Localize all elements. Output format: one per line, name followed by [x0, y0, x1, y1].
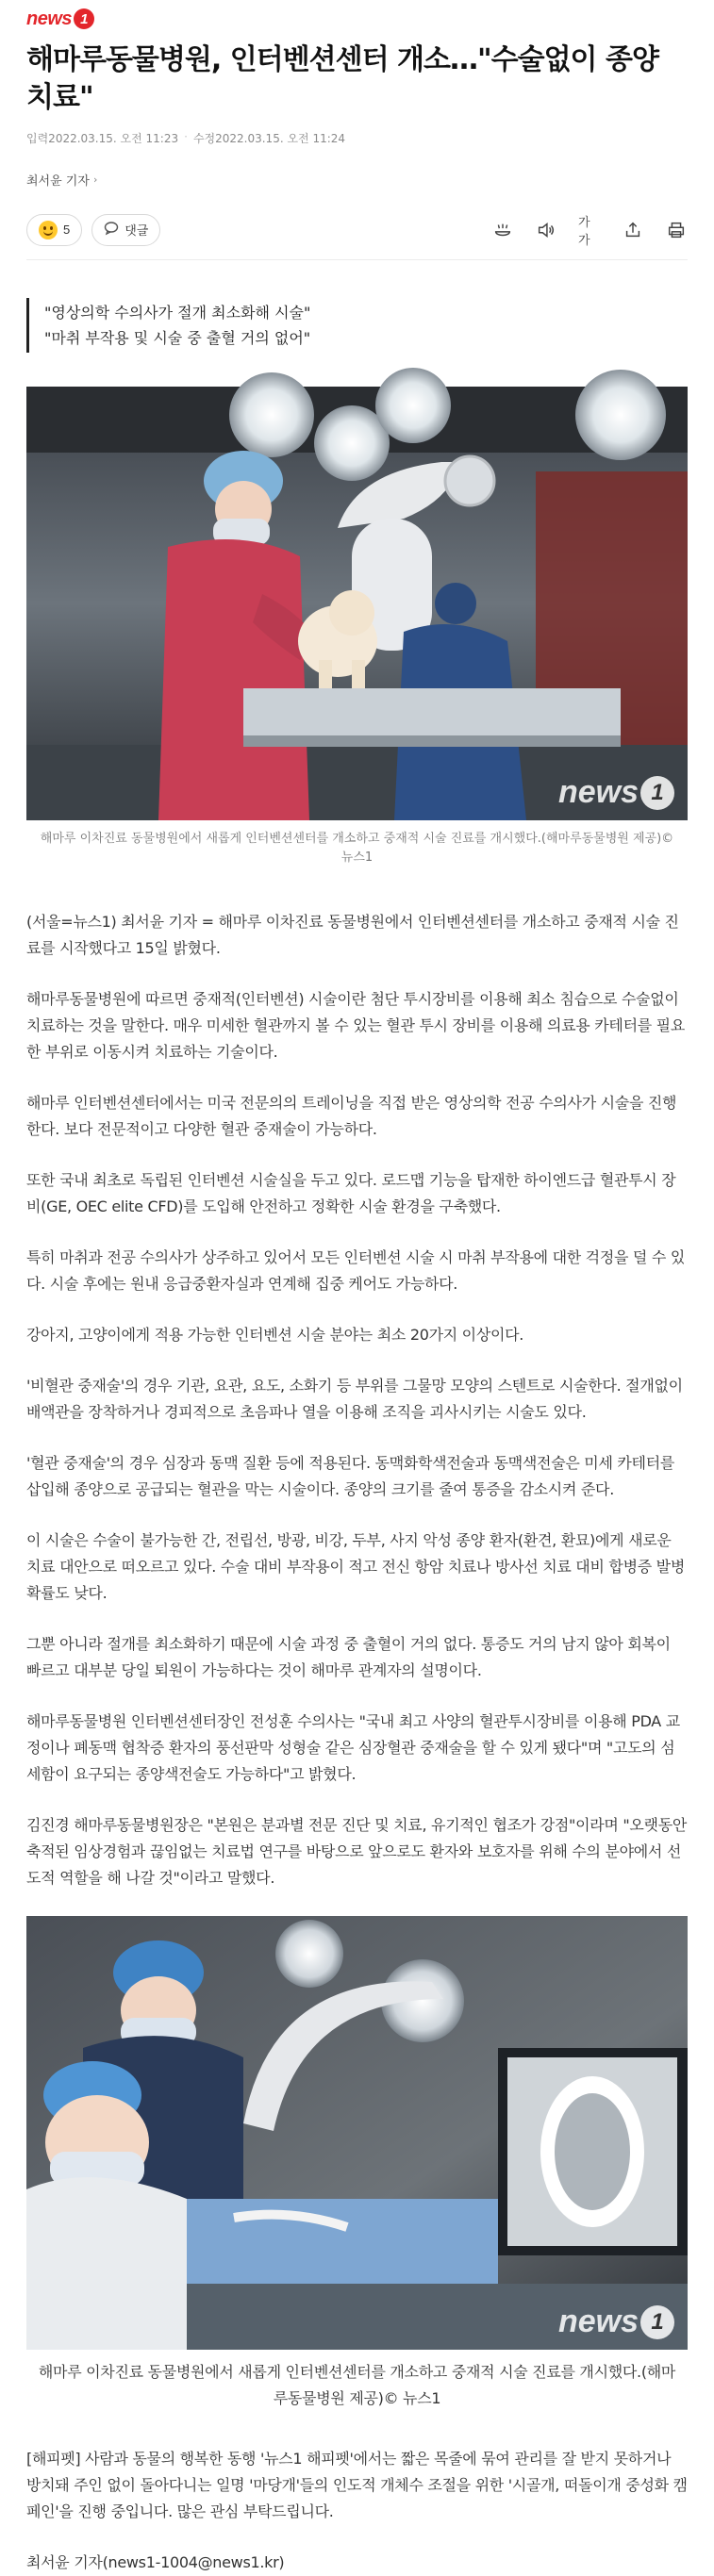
watermark-mark: 1 — [640, 2305, 674, 2339]
article-summary — [26, 298, 688, 353]
reaction-button[interactable] — [26, 214, 82, 246]
reaction-group — [26, 214, 160, 246]
article-paragraph: 김진경 해마루동물병원장은 "본원은 분과별 전문 진단 및 치료, 유기적인 협조가 강점"이라며 "오랫동안 축적된 임상경험과 끊임없는 치료법 연구를 바탕으로 앞으로도 환자와 보호자를 위해 수의 분야에서 선도적 역할을 해 나갈 것"이라고 말했다. — [26, 1816, 688, 1887]
comment-icon — [104, 221, 119, 239]
article-paragraph: 이 시술은 수술이 불가능한 간, 전립선, 방광, 비강, 두부, 사지 악성 종양 환자(환견, 환묘)에게 새로운 치료 대안으로 떠오르고 있다. 수술 대비 부작용이 적고 전신 항암 치료나 방사선 치료 대비 합병증 발병 확률도 낮다. — [26, 1531, 685, 1602]
photo-illustration-1 — [26, 387, 688, 820]
article-figure-1 — [26, 387, 688, 867]
article-paragraph: 그뿐 아니라 절개를 최소화하기 때문에 시술 과정 중 출혈이 거의 없다. 통증도 거의 남지 않아 회복이 빠르고 대부분 당일 퇴원이 가능하다는 것이 해마루 관계자의 설명이다. — [26, 1635, 671, 1679]
news1-watermark — [558, 2304, 674, 2340]
article-headline: 해마루동물병원, 인터벤션센터 개소…"수술없이 종양 치료" — [26, 43, 658, 114]
article-paragraph: '혈관 중재술'의 경우 심장과 동맥 질환 등에 적용된다. 동맥화학색전술과 동맥색전술은 미세 카테터를 삽입해 종양으로 공급되는 혈관을 막는 시술이다. 종양의 크기를 줄여 통증을 감소시켜 준다. — [26, 1454, 675, 1498]
reaction-emoji-icon — [39, 221, 58, 239]
listen-icon[interactable] — [535, 219, 557, 241]
photo-intervention-room[interactable] — [26, 1916, 688, 2350]
share-icon[interactable] — [622, 219, 644, 241]
modified-date: 수정2022.03.15. 오전 11:24 — [192, 132, 346, 145]
watermark-text: news — [557, 774, 639, 810]
article-toolbar — [26, 213, 688, 260]
article-paragraph: 강아지, 고양이에게 적용 가능한 인터벤션 시술 분야는 최소 20가지 이상이다. — [26, 1326, 524, 1344]
article-paragraph: 해마루 인터벤션센터에서는 미국 전문의의 트레이닝을 직접 받은 영상의학 전공 수의사가 시술을 진행한다. 보다 전문적이고 다양한 혈관 중재술이 가능하다. — [26, 1094, 677, 1138]
article-dates — [26, 130, 688, 146]
article-paragraph: 해마루동물병원에 따르면 중재적(인터벤션) 시술이란 첨단 투시장비를 이용해 최소 침습으로 수술없이 치료하는 것을 말한다. 매우 미세한 혈관까지 볼 수 있는 혈관 투시 장비를 이용해 의료용 카테터를 필요한 부위로 이동시켜 치료하는 기술이다. — [26, 990, 685, 1061]
tool-group — [491, 215, 688, 248]
comment-button[interactable] — [91, 214, 160, 246]
reaction-count: 5 — [63, 223, 71, 237]
happypet-promo: [해피펫] 사람과 동물의 행복한 동행 '뉴스1 해피펫'에서는 짧은 목줄에 묶여 관리를 잘 받지 못하거나 방치돼 주인 없이 돌아다니는 일명 '마당개'들의 인도적 개체수 조절을 위한 '시골개, 떠돌이개 중성화 캠페인'을 진행 중입니다. 많은 관심 부탁드립니다. — [26, 2450, 688, 2520]
reporter-email: 최서윤 기자(news1-1004@news1.kr) — [26, 2553, 285, 2571]
watermark-text: news — [557, 2304, 639, 2339]
chevron-right-icon: › — [92, 173, 98, 186]
subscribe-icon[interactable] — [491, 219, 514, 241]
font-size-icon[interactable] — [578, 215, 601, 248]
reporter-link[interactable] — [26, 171, 688, 189]
article-figure-2 — [26, 1916, 688, 2412]
date-separator: · — [184, 130, 188, 143]
reporter-name: 최서윤 기자 — [26, 174, 90, 189]
article-body — [26, 909, 688, 2576]
logo-mark: 1 — [74, 8, 94, 29]
image-caption: 해마루 이차진료 동물병원에서 새롭게 인터벤션센터를 개소하고 중재적 시술 진료를 개시했다.(해마루동물병원 제공)© 뉴스1 — [40, 832, 674, 865]
watermark-mark: 1 — [640, 776, 674, 810]
article-paragraph: (서울=뉴스1) 최서윤 기자 = 해마루 이차진료 동물병원에서 인터벤션센터를 개소하고 중재적 시술 진료를 시작했다고 15일 밝혔다. — [26, 913, 679, 957]
article-paragraph: 또한 국내 최초로 독립된 인터벤션 시술실을 두고 있다. 로드맵 기능을 탑재한 하이엔드급 혈관투시 장비(GE, OEC elite CFD)를 도입해 안전하고 정확한 시술 환경을 구축했다. — [26, 1171, 676, 1215]
font-size-label: 가가 — [578, 215, 590, 248]
photo-vet-with-dog[interactable] — [26, 387, 688, 820]
print-icon[interactable] — [665, 219, 688, 241]
published-date: 입력2022.03.15. 오전 11:23 — [26, 132, 179, 145]
summary-line: "영상의학 수의사가 절개 최소화해 시술" — [44, 304, 311, 322]
news1-watermark — [558, 774, 674, 811]
news1-logo[interactable] — [26, 8, 94, 30]
photo-illustration-2 — [26, 1916, 688, 2350]
article-paragraph: '비혈관 중재술'의 경우 기관, 요관, 요도, 소화기 등 부위를 그물망 모양의 스텐트로 시술한다. 절개없이 배액관을 장착하거나 경피적으로 초음파나 열을 이용해 조직을 괴사시키는 시술도 있다. — [26, 1377, 683, 1421]
logo-text: news — [26, 8, 73, 29]
site-header — [26, 0, 688, 38]
comment-label: 댓글 — [125, 223, 149, 238]
image-caption: 해마루 이차진료 동물병원에서 새롭게 인터벤션센터를 개소하고 중재적 시술 진료를 개시했다.(해마루동물병원 제공)© 뉴스1 — [38, 2363, 676, 2407]
article-paragraph: 특히 마취과 전공 수의사가 상주하고 있어서 모든 인터벤션 시술 시 마취 부작용에 대한 걱정을 덜 수 있다. 시술 후에는 원내 응급중환자실과 연계해 집중 케어도 가능하다. — [26, 1248, 685, 1293]
article-paragraph: 해마루동물병원 인터벤션센터장인 전성훈 수의사는 "국내 최고 사양의 혈관투시장비를 이용해 PDA 교정이나 폐동맥 협착증 환자의 풍선판막 성형술 같은 심장혈관 중재술을 할 수 있게 됐다"며 "고도의 섬세함이 요구되는 종양색전술도 가능하다"고 밝혔다. — [26, 1712, 680, 1783]
summary-line: "마취 부작용 및 시술 중 출혈 거의 없어" — [44, 329, 311, 347]
